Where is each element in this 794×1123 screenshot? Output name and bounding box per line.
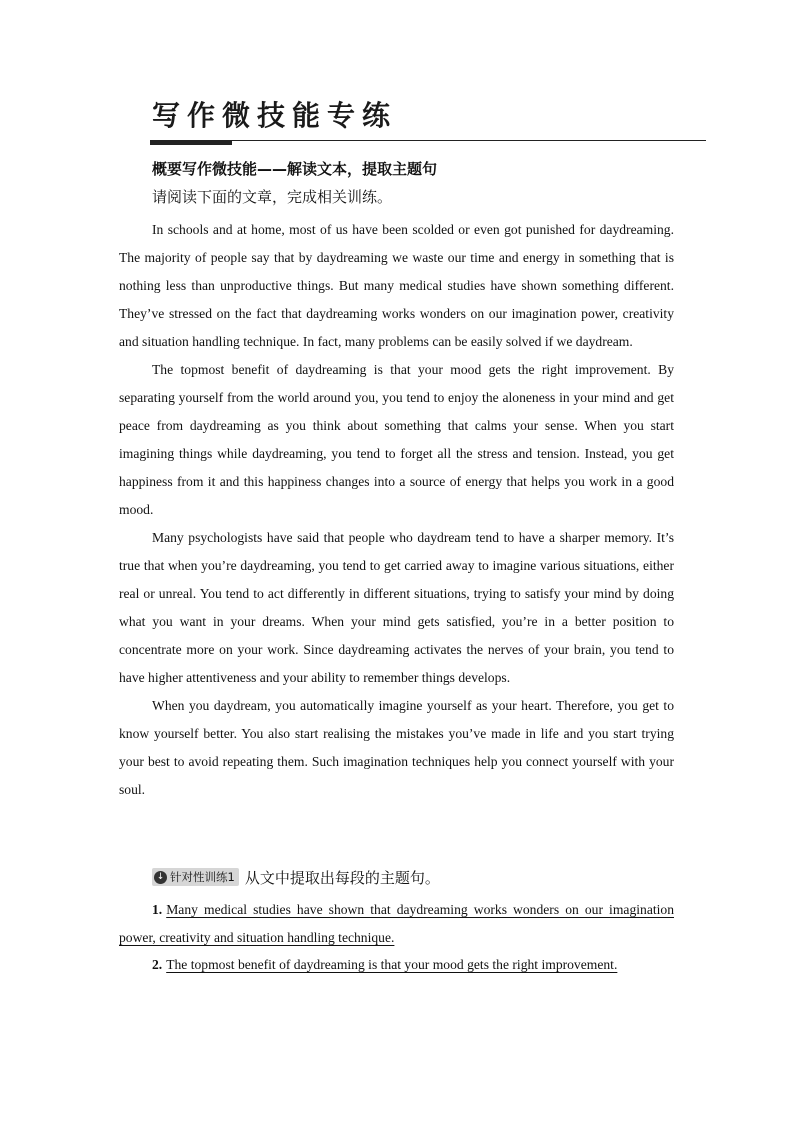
passage-paragraph-2: The topmost benefit of daydreaming is that your mood gets the right improvement. By separating yourself from the world around you, you tend to enjoy the aloneness in your mind and get peace from daydreaming as you think about something that calms your sense. When you start imagining things while daydreaming, you tend to forget all the stress and tension. Instead, you get happiness from it and this happiness changes into a source of energy that helps you work in a good mood.: [119, 362, 674, 517]
reading-passage: [119, 216, 674, 804]
answer-number: 2.: [152, 957, 163, 972]
answer-text: The topmost benefit of daydreaming is that your mood gets the right improvement.: [166, 957, 618, 972]
answer-text: Many medical studies have shown that daydreaming works wonders on our imagination power, creativity and situation handling technique.: [119, 902, 674, 945]
exercise-badge-label: 针对性训练1: [170, 870, 235, 884]
section-subtitle: 概要写作微技能——解读文本，提取主题句: [152, 160, 438, 178]
answer-number: 1.: [152, 902, 163, 917]
answer-item-1: [119, 896, 674, 952]
arrow-down-icon: ↓: [154, 871, 167, 884]
answer-list: [119, 896, 674, 979]
answer-item-2: [119, 951, 674, 979]
exercise-badge: [152, 868, 239, 886]
title-rule-accent: [150, 141, 232, 145]
page-title: 写作微技能专练: [152, 99, 398, 132]
passage-paragraph-1: In schools and at home, most of us have been scolded or even got punished for daydreaming. The majority of people say that by daydreaming we waste our time and energy in something that is nothing less than unproductive things. But many medical studies have shown something different. They’ve stressed on the fact that daydreaming works wonders on our imagination power, creativity and situation handling technique. In fact, many problems can be easily solved if we daydream.: [119, 222, 674, 349]
exercise-heading: [152, 867, 440, 887]
exercise-instruction: 从文中提取出每段的主题句。: [244, 868, 440, 887]
passage-paragraph-3: Many psychologists have said that people who daydream tend to have a sharper memory. It’s true that when you’re daydreaming, you tend to get carried away to imagine various situations, either real or unreal. You tend to act differently in different situations, trying to satisfy your mind by doing what you want in your dreams. When your mind gets satisfied, you’re in a better position to concentrate more on your work. Since daydreaming activates the nerves of your brain, you tend to have higher attentiveness and your ability to remember things develops.: [119, 530, 674, 685]
passage-paragraph-4: When you daydream, you automatically imagine yourself as your heart. Therefore, you get to know yourself better. You also start realising the mistakes you’ve made in life and you start trying your best to avoid repeating them. Such imagination techniques help you connect yourself with your soul.: [119, 698, 674, 797]
title-rule: [150, 140, 706, 141]
instructions-text: 请阅读下面的文章，完成相关训练。: [152, 188, 393, 206]
